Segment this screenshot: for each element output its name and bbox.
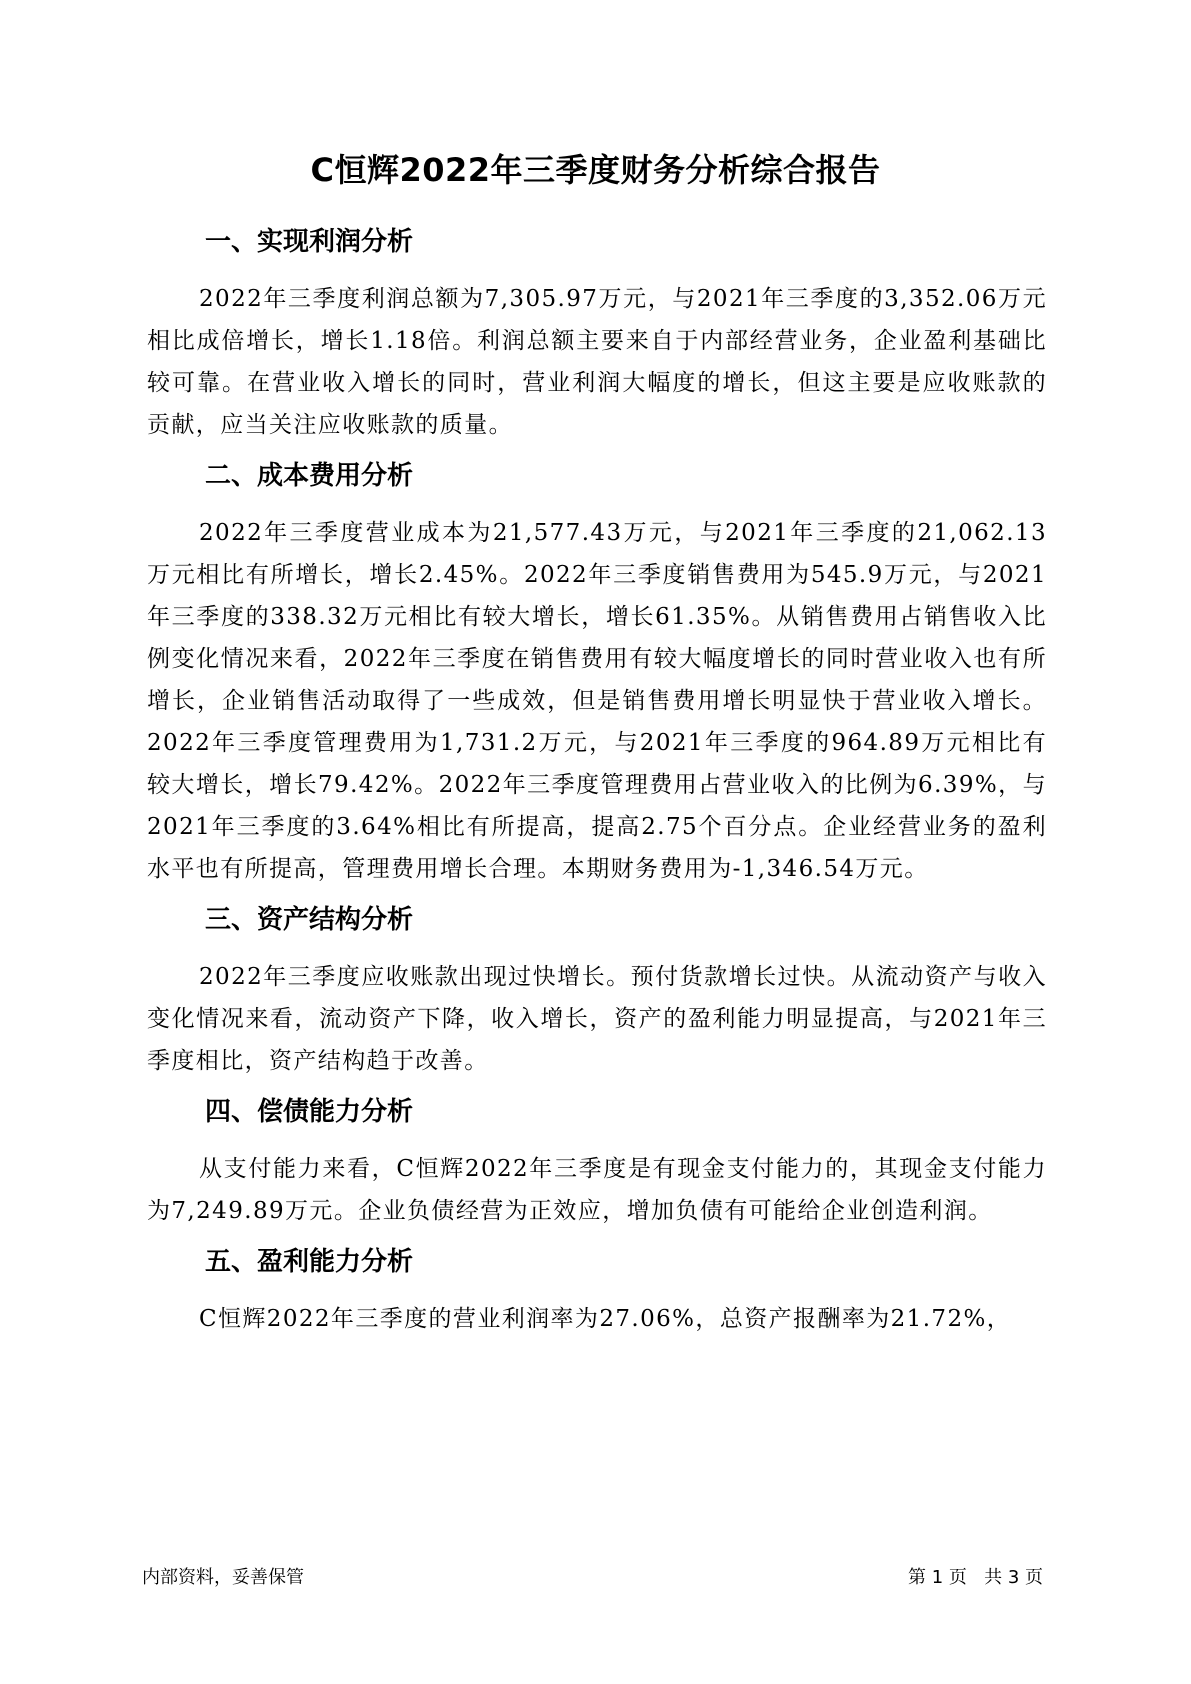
section-heading: 四、偿债能力分析 [205,1097,414,1127]
section-assets [147,896,1047,1082]
footer-confidential-note: 内部资料，妥善保管 [142,1567,304,1588]
section-paragraph: 2022年三季度营业成本为21,577.43万元，与2021年三季度的21,062.13万元相比有所增长，增长2.45%。2022年三季度销售费用为545.9万元，与2021年三季度的338.32万元相比有较大增长，增长61.35%。从销售费用占销售收入比例变化情况来看，2022年三季度在销售费用有较大幅度增长的同时营业收入也有所增长，企业销售活动取得了一些成效，但是销售费用增长明显快于营业收入增长。2022年三季度管理费用为1,731.2万元，与2021年三季度的964.89万元相比有较大增长，增长79.42%。2022年三季度管理费用占营业收入的比例为6.39%，与2021年三季度的3.64%相比有所提高，提高2.75个百分点。企业经营业务的盈利水平也有所提高，管理费用增长合理。本期财务费用为-1,346.54万元。 [147,520,1047,882]
section-profitability [147,1238,1047,1340]
section-paragraph: 从支付能力来看，C恒辉2022年三季度是有现金支付能力的，其现金支付能力为7,249.89万元。企业负债经营为正效应，增加负债有可能给企业创造利润。 [147,1156,1047,1224]
section-heading: 一、实现利润分析 [205,227,414,257]
footer-page-number [908,1566,1043,1590]
section-paragraph: 2022年三季度利润总额为7,305.97万元，与2021年三季度的3,352.06万元相比成倍增长，增长1.18倍。利润总额主要来自于内部经营业务，企业盈利基础比较可靠。在营业收入增长的同时，营业利润大幅度的增长，但这主要是应收账款的贡献，应当关注应收账款的质量。 [147,286,1047,438]
section-heading: 三、资产结构分析 [205,905,414,935]
section-cost [147,452,1047,890]
section-profit [147,218,1047,446]
section-paragraph: 2022年三季度应收账款出现过快增长。预付货款增长过快。从流动资产与收入变化情况来看，流动资产下降，收入增长，资产的盈利能力明显提高，与2021年三季度相比，资产结构趋于改善。 [147,964,1047,1074]
section-heading: 二、成本费用分析 [205,461,414,491]
page-number-label: 第 1 页 共 3 页 [908,1567,1043,1588]
section-solvency [147,1088,1047,1232]
report-body [147,218,1047,1346]
page-title: C恒辉2022年三季度财务分析综合报告 [310,151,881,189]
section-heading: 五、盈利能力分析 [205,1247,414,1277]
section-paragraph: C恒辉2022年三季度的营业利润率为27.06%，总资产报酬率为21.72%， [199,1306,1012,1332]
